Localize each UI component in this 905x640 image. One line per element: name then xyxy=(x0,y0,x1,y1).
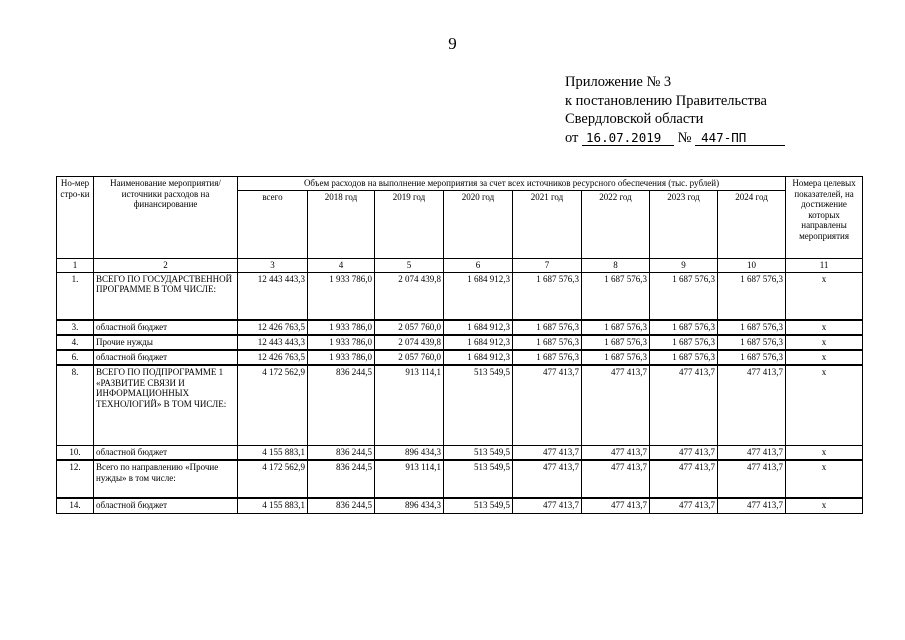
column-number: 6 xyxy=(444,259,513,273)
header-year: 2018 год xyxy=(308,191,375,259)
cell-value: 477 413,7 xyxy=(513,498,582,513)
cell-value: 12 443 443,3 xyxy=(238,272,308,320)
cell-value: 477 413,7 xyxy=(582,445,650,460)
row-name: Прочие нужды xyxy=(94,335,238,350)
cell-value: 477 413,7 xyxy=(650,460,718,498)
cell-value: 1 687 576,3 xyxy=(582,350,650,365)
cell-value: 1 687 576,3 xyxy=(513,350,582,365)
cell-value: 477 413,7 xyxy=(582,498,650,513)
cell-value: 513 549,5 xyxy=(444,365,513,445)
cell-value: 513 549,5 xyxy=(444,498,513,513)
appendix-decree-line: к постановлению Правительства xyxy=(565,92,767,109)
cell-value: 1 687 576,3 xyxy=(718,320,786,335)
header-year: 2020 год xyxy=(444,191,513,259)
cell-value: 513 549,5 xyxy=(444,445,513,460)
cell-value: 477 413,7 xyxy=(650,365,718,445)
cell-value: 913 114,1 xyxy=(375,365,444,445)
appendix-date-line xyxy=(565,129,785,148)
row-name: областной бюджет xyxy=(94,350,238,365)
number-label: № xyxy=(677,129,692,146)
cell-target: х xyxy=(786,445,863,460)
column-number: 1 xyxy=(57,259,94,273)
cell-value: 4 172 562,9 xyxy=(238,460,308,498)
header-row-number: Но-мер стро-ки xyxy=(57,177,94,259)
cell-value: 12 426 763,5 xyxy=(238,350,308,365)
column-number: 11 xyxy=(786,259,863,273)
row-number: 8. xyxy=(57,365,94,445)
cell-value: 477 413,7 xyxy=(650,445,718,460)
cell-value: 1 687 576,3 xyxy=(582,320,650,335)
cell-value: 836 244,5 xyxy=(308,365,375,445)
cell-value: 896 434,3 xyxy=(375,445,444,460)
cell-value: 477 413,7 xyxy=(718,498,786,513)
row-number: 12. xyxy=(57,460,94,498)
cell-target: х xyxy=(786,272,863,320)
row-number: 1. xyxy=(57,272,94,320)
appendix-region-line: Свердловской области xyxy=(565,111,704,127)
decree-number: 447-ПП xyxy=(695,131,785,146)
cell-value: 1 684 912,3 xyxy=(444,350,513,365)
expenditure-table xyxy=(56,176,863,514)
cell-value: 477 413,7 xyxy=(650,498,718,513)
cell-value: 4 155 883,1 xyxy=(238,498,308,513)
cell-value: 477 413,7 xyxy=(513,460,582,498)
cell-value: 1 687 576,3 xyxy=(513,335,582,350)
column-number: 3 xyxy=(238,259,308,273)
header-name: Наименование мероприятия/ источники расходов на финансирование xyxy=(94,177,238,259)
row-number: 14. xyxy=(57,498,94,513)
row-number: 6. xyxy=(57,350,94,365)
column-number: 2 xyxy=(94,259,238,273)
cell-value: 477 413,7 xyxy=(513,445,582,460)
cell-value: 513 549,5 xyxy=(444,460,513,498)
header-year: всего xyxy=(238,191,308,259)
cell-value: 1 687 576,3 xyxy=(582,335,650,350)
row-number: 4. xyxy=(57,335,94,350)
column-number: 7 xyxy=(513,259,582,273)
cell-value: 1 687 576,3 xyxy=(650,320,718,335)
cell-value: 477 413,7 xyxy=(582,460,650,498)
cell-value: 1 687 576,3 xyxy=(718,272,786,320)
cell-value: 1 687 576,3 xyxy=(650,272,718,320)
cell-value: 896 434,3 xyxy=(375,498,444,513)
cell-value: 1 687 576,3 xyxy=(513,272,582,320)
row-number: 10. xyxy=(57,445,94,460)
column-number: 5 xyxy=(375,259,444,273)
header-year: 2023 год xyxy=(650,191,718,259)
cell-value: 2 074 439,8 xyxy=(375,272,444,320)
cell-value: 2 074 439,8 xyxy=(375,335,444,350)
cell-value: 477 413,7 xyxy=(718,460,786,498)
cell-target: х xyxy=(786,498,863,513)
row-name: Всего по направлению «Прочие нужды» в том числе: xyxy=(94,460,238,498)
cell-value: 4 155 883,1 xyxy=(238,445,308,460)
cell-value: 1 687 576,3 xyxy=(650,335,718,350)
cell-value: 477 413,7 xyxy=(513,365,582,445)
cell-value: 477 413,7 xyxy=(582,365,650,445)
header-year: 2024 год xyxy=(718,191,786,259)
decree-date: 16.07.2019 xyxy=(582,131,674,146)
cell-target: х xyxy=(786,365,863,445)
cell-value: 836 244,5 xyxy=(308,445,375,460)
cell-value: 1 687 576,3 xyxy=(718,335,786,350)
row-name: областной бюджет xyxy=(94,445,238,460)
from-label: от xyxy=(565,129,579,146)
cell-value: 477 413,7 xyxy=(718,365,786,445)
column-number: 9 xyxy=(650,259,718,273)
cell-value: 2 057 760,0 xyxy=(375,350,444,365)
cell-value: 4 172 562,9 xyxy=(238,365,308,445)
cell-target: х xyxy=(786,335,863,350)
row-number: 3. xyxy=(57,320,94,335)
cell-value: 477 413,7 xyxy=(718,445,786,460)
cell-target: х xyxy=(786,460,863,498)
cell-target: х xyxy=(786,350,863,365)
cell-value: 1 933 786,0 xyxy=(308,350,375,365)
header-volume: Объем расходов на выполнение мероприятия за счет всех источников ресурсного обеспечения (тыс. рублей) xyxy=(238,177,786,191)
row-name: ВСЕГО ПО ГОСУДАРСТВЕННОЙ ПРОГРАММЕ В ТОМ ЧИСЛЕ: xyxy=(94,272,238,320)
cell-value: 1 687 576,3 xyxy=(718,350,786,365)
cell-value: 1 933 786,0 xyxy=(308,335,375,350)
cell-value: 12 426 763,5 xyxy=(238,320,308,335)
cell-value: 836 244,5 xyxy=(308,498,375,513)
cell-value: 12 443 443,3 xyxy=(238,335,308,350)
cell-value: 1 933 786,0 xyxy=(308,320,375,335)
column-number: 8 xyxy=(582,259,650,273)
cell-value: 1 687 576,3 xyxy=(513,320,582,335)
column-number: 4 xyxy=(308,259,375,273)
cell-value: 1 684 912,3 xyxy=(444,335,513,350)
row-name: областной бюджет xyxy=(94,498,238,513)
header-year: 2021 год xyxy=(513,191,582,259)
cell-value: 913 114,1 xyxy=(375,460,444,498)
column-number: 10 xyxy=(718,259,786,273)
header-year: 2022 год xyxy=(582,191,650,259)
header-year: 2019 год xyxy=(375,191,444,259)
row-name: ВСЕГО ПО ПОДПРОГРАММЕ 1 «РАЗВИТИЕ СВЯЗИ И ИНФОРМАЦИОННЫХ ТЕХНОЛОГИЙ» В ТОМ ЧИСЛЕ: xyxy=(94,365,238,445)
cell-value: 1 687 576,3 xyxy=(582,272,650,320)
header-targets: Номера целевых показателей, на достижение которых направлены мероприятия xyxy=(786,177,863,259)
row-name: областной бюджет xyxy=(94,320,238,335)
cell-value: 836 244,5 xyxy=(308,460,375,498)
cell-target: х xyxy=(786,320,863,335)
cell-value: 1 933 786,0 xyxy=(308,272,375,320)
cell-value: 1 687 576,3 xyxy=(650,350,718,365)
cell-value: 1 684 912,3 xyxy=(444,272,513,320)
appendix-block xyxy=(565,73,785,147)
page-number: 9 xyxy=(448,34,457,53)
cell-value: 1 684 912,3 xyxy=(444,320,513,335)
cell-value: 2 057 760,0 xyxy=(375,320,444,335)
appendix-title: Приложение № 3 xyxy=(565,74,672,90)
